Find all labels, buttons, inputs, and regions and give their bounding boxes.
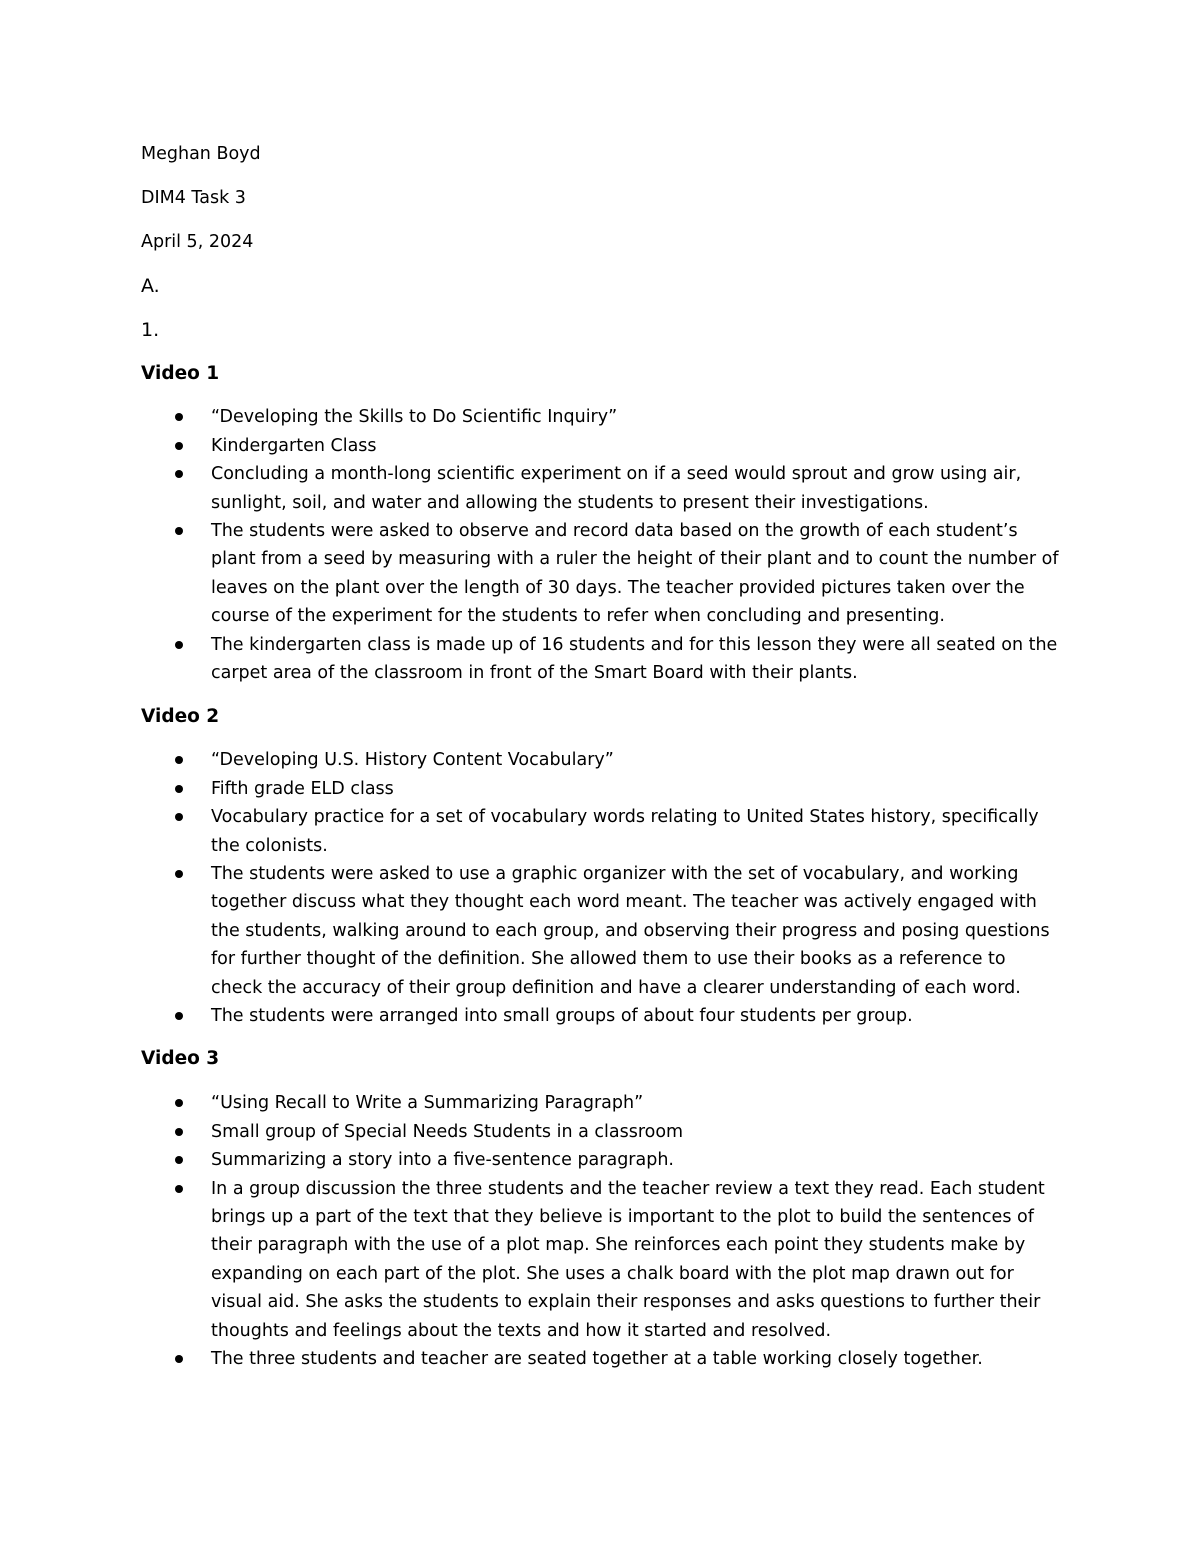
video-1-list <box>141 403 1061 687</box>
video-3-heading: Video 3 <box>141 1048 220 1070</box>
list-item <box>141 1345 1061 1373</box>
list-item <box>141 403 1061 431</box>
list-item-text: The students were arranged into small groups of about four students per group. <box>211 1006 913 1027</box>
list-item-text: The three students and teacher are seated together at a table working closely together. <box>211 1349 983 1370</box>
list-item <box>141 1175 1061 1345</box>
list-item-text: “Developing the Skills to Do Scientific Inquiry” <box>211 407 618 428</box>
bullet-icon <box>175 1099 183 1107</box>
video-1-heading: Video 1 <box>141 362 220 384</box>
list-item-text: The kindergarten class is made up of 16 students and for this lesson they were all seated on the carpet area of the classroom in front of the Smart Board with their plants. <box>211 634 1058 684</box>
list-item <box>141 432 1061 460</box>
list-item-text: Vocabulary practice for a set of vocabulary words relating to United States history, specifically the colonists. <box>211 807 1039 856</box>
list-item <box>141 746 1061 774</box>
list-item <box>141 1146 1061 1174</box>
list-item <box>141 803 1061 860</box>
list-item-text: Small group of Special Needs Students in a classroom <box>211 1121 684 1142</box>
video-2-heading: Video 2 <box>141 705 220 727</box>
bullet-icon <box>175 870 183 878</box>
bullet-icon <box>175 470 183 478</box>
video-3-list <box>141 1089 1061 1373</box>
list-item-text: The students were asked to use a graphic organizer with the set of vocabulary, and working together discuss what they thought each word meant. The teacher was actively engaged with the students, walking around to each group, and observing their progress and posing questions for further thought of the definition. She allowed them to use their books as a reference to check the accuracy of their group definition and have a clearer understanding of each word. <box>211 864 1050 998</box>
bullet-icon <box>175 1156 183 1164</box>
list-item <box>141 860 1061 1002</box>
list-item <box>141 460 1061 517</box>
bullet-icon <box>175 1128 183 1136</box>
author-name: Meghan Boyd <box>141 144 261 164</box>
list-item <box>141 1002 1061 1030</box>
list-item-text: Fifth grade ELD class <box>211 778 394 799</box>
list-item <box>141 631 1061 688</box>
list-item <box>141 1118 1061 1146</box>
bullet-icon <box>175 813 183 821</box>
bullet-icon <box>175 1185 183 1193</box>
bullet-icon <box>175 756 183 764</box>
bullet-icon <box>175 527 183 535</box>
bullet-icon <box>175 785 183 793</box>
video-2-list <box>141 746 1061 1030</box>
bullet-icon <box>175 413 183 421</box>
list-item-text: Kindergarten Class <box>211 435 377 456</box>
course-task: DIM4 Task 3 <box>141 187 246 208</box>
document-body <box>141 140 1061 1388</box>
list-item <box>141 517 1061 631</box>
list-item-text: Concluding a month-long scientific experiment on if a seed would sprout and grow using air, sunlight, soil, and water and allowing the students to present their investigations. <box>211 464 1022 513</box>
list-item-text: In a group discussion the three students and the teacher review a text they read. Each student brings up a part of the text that they believe is important to the plot to build the sentences of their paragraph with the use of a plot map. She reinforces each point they students make by expanding on each part of the plot. She uses a chalk board with the plot map drawn out for visual aid. She asks the students to explain their responses and asks questions to further their thoughts and feelings about the texts and how it started and resolved. <box>211 1178 1045 1341</box>
list-item-text: “Developing U.S. History Content Vocabulary” <box>211 750 614 771</box>
list-item-text: Summarizing a story into a five-sentence paragraph. <box>211 1150 674 1171</box>
bullet-icon <box>175 1012 183 1020</box>
bullet-icon <box>175 1355 183 1363</box>
document-date: April 5, 2024 <box>141 231 254 252</box>
list-item-text: “Using Recall to Write a Summarizing Paragraph” <box>211 1093 644 1114</box>
bullet-icon <box>175 641 183 649</box>
list-item <box>141 1089 1061 1117</box>
section-marker: A. <box>141 274 160 297</box>
bullet-icon <box>175 442 183 450</box>
list-item-text: The students were asked to observe and record data based on the growth of each student’s plant from a seed by measuring with a ruler the height of their plant and to count the number of leaves on the plant over the length of 30 days. The teacher provided pictures taken over the course of the experiment for the students to refer when concluding and presenting. <box>211 521 1059 627</box>
list-item <box>141 775 1061 803</box>
item-marker: 1. <box>141 318 160 341</box>
